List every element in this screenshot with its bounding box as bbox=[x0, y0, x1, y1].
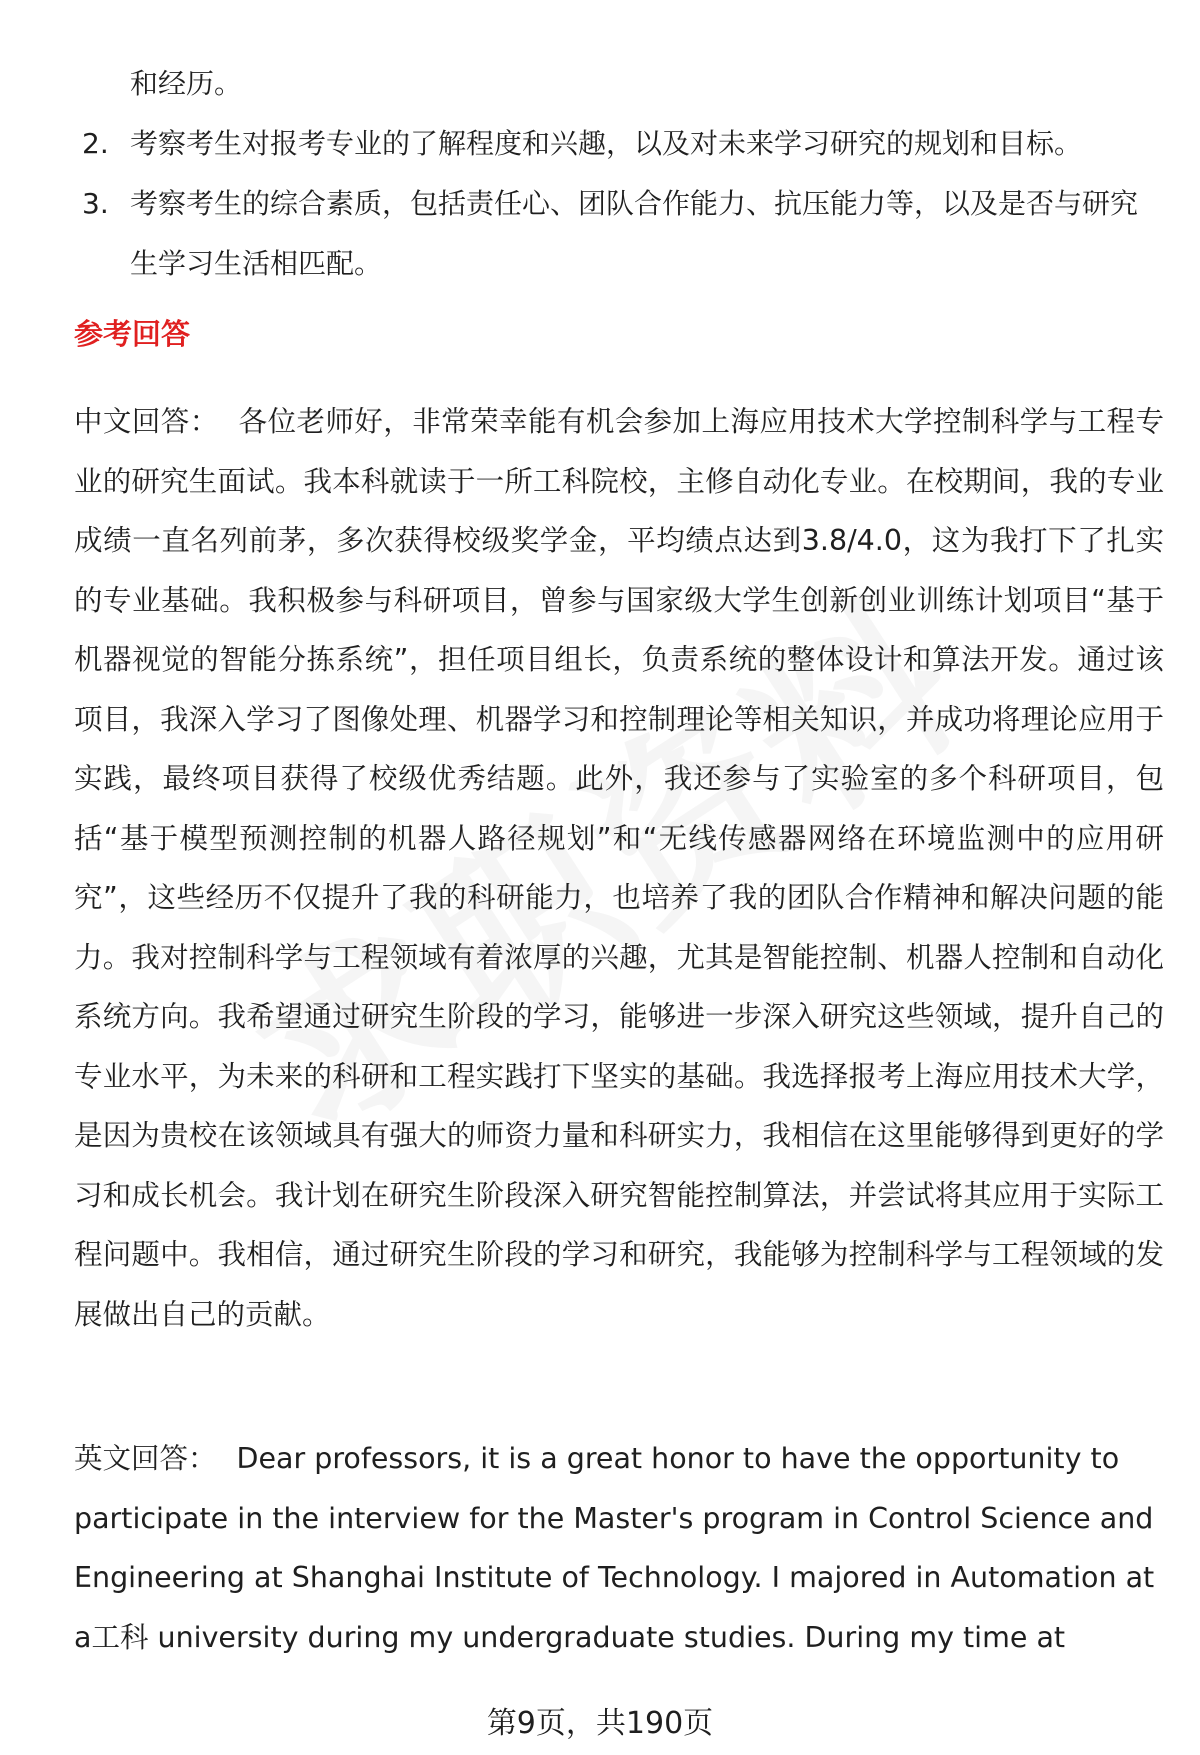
english-answer-paragraph bbox=[74, 1429, 1164, 1667]
list-item-text: 考察考生对报考专业的了解程度和兴趣，以及对未来学习研究的规划和目标。 bbox=[130, 127, 1083, 160]
chinese-answer-label: 中文回答： bbox=[74, 405, 219, 438]
page-number: 第9页，共190页 bbox=[486, 1706, 714, 1741]
list-continuation: 和经历。 bbox=[130, 67, 243, 100]
english-answer-label: 英文回答： bbox=[74, 1442, 217, 1475]
criteria-list bbox=[82, 54, 1152, 294]
english-answer-text: Dear professors, it is a great honor to have the opportunity to participate in the interview for the Master's program in Control Science and Engineering at Shanghai Institute of Technology. I majored in Automation at a工科 university during my undergraduate studies. During my time at bbox=[74, 1442, 1155, 1654]
list-item-number: 2. bbox=[82, 127, 109, 160]
list-item-text: 考察考生的综合素质，包括责任心、团队合作能力、抗压能力等，以及是否与研究生学习生活相匹配。 bbox=[130, 187, 1139, 280]
list-item bbox=[82, 174, 1152, 294]
chinese-answer-text: 各位老师好，非常荣幸能有机会参加上海应用技术大学控制科学与工程专业的研究生面试。我本科就读于一所工科院校，主修自动化专业。在校期间，我的专业成绩一直名列前茅，多次获得校级奖学金，平均绩点达到3.8/4.0，这为我打下了扎实的专业基础。我积极参与科研项目，曾参与国家级大学生创新创业训练计划项目“基于机器视觉的智能分拣系统”，担任项目组长，负责系统的整体设计和算法开发。通过该项目，我深入学习了图像处理、机器学习和控制理论等相关知识，并成功将理论应用于实践，最终项目获得了校级优秀结题。此外，我还参与了实验室的多个科研项目，包括“基于模型预测控制的机器人路径规划”和“无线传感器网络在环境监测中的应用研究”，这些经历不仅提升了我的科研能力，也培养了我的团队合作精神和解决问题的能力。我对控制科学与工程领域有着浓厚的兴趣，尤其是智能控制、机器人控制和自动化系统方向。我希望通过研究生阶段的学习，能够进一步深入研究这些领域，提升自己的专业水平，为未来的科研和工程实践打下坚实的基础。我选择报考上海应用技术大学，是因为贵校在该领域具有强大的师资力量和科研实力，我相信在这里能够得到更好的学习和成长机会。我计划在研究生阶段深入研究智能控制算法，并尝试将其应用于实际工程问题中。我相信，通过研究生阶段的学习和研究，我能够为控制科学与工程领域的发展做出自己的贡献。 bbox=[74, 405, 1164, 1331]
list-item bbox=[82, 114, 1152, 174]
list-item-number: 3. bbox=[82, 187, 109, 220]
section-heading: 参考回答 bbox=[74, 317, 191, 351]
chinese-answer-paragraph bbox=[74, 392, 1164, 1344]
